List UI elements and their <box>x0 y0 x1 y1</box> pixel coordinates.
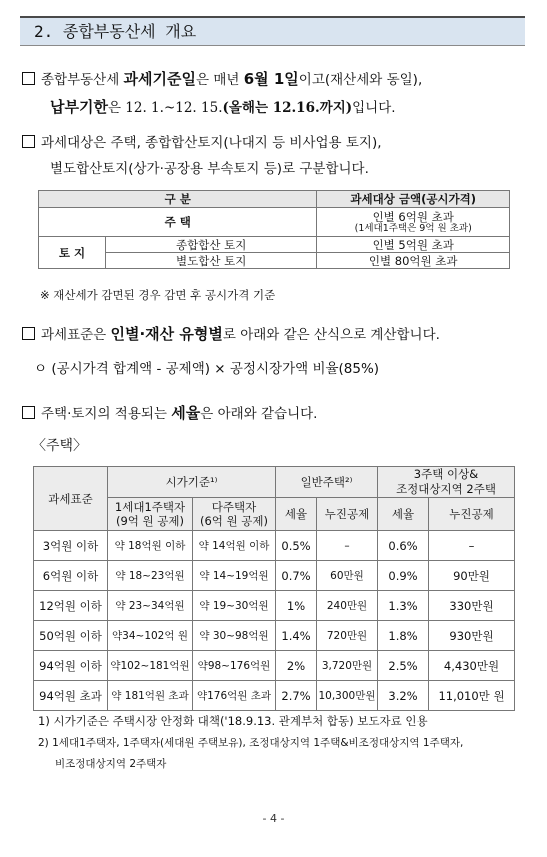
table-header: 세율 <box>378 498 429 531</box>
table-cell-r2: 1.8% <box>378 621 429 651</box>
table-cell-r1: 0.7% <box>276 561 317 591</box>
paragraph-due-date: 납부기한은 12. 1.~12. 15.(올해는 12.16.까지)입니다. <box>50 98 396 116</box>
square-bullet-icon <box>22 327 35 340</box>
table-header: 과세표준 <box>34 467 108 531</box>
paragraph-tax-targets: 과세대상은 주택, 종합합산토지(나대지 등 비사업용 토지), <box>22 131 532 151</box>
subheading-house: 〈주택〉 <box>32 438 88 454</box>
formula: ㅇ (공시가격 합계액 - 공제액) × 공정시장가액 비율(85%) <box>34 361 380 377</box>
table-cell-r2: 0.9% <box>378 561 429 591</box>
table-cell-p1: 720만원 <box>317 621 378 651</box>
row-label-house: 주 택 <box>39 208 317 237</box>
table-cell-single: 약 181억원 초과 <box>108 681 193 711</box>
table-cell-p2: 930만원 <box>429 621 515 651</box>
footnote-1: 1) 시가기준은 주택시장 안정화 대책('18.9.13. 관계부처 합동) 보도자료 인용 <box>38 714 428 728</box>
table-header: 3주택 이상& 조정대상지역 2주택 <box>378 467 515 498</box>
house-tax-rate-table <box>33 466 515 711</box>
table-header: 구 분 <box>39 191 317 208</box>
land-type: 별도합산 토지 <box>106 253 317 269</box>
land-threshold: 인별 80억원 초과 <box>317 253 510 269</box>
table-cell-r1: 1.4% <box>276 621 317 651</box>
table-cell-p1: 240만원 <box>317 591 378 621</box>
table-cell-p2: 90만원 <box>429 561 515 591</box>
table-header: 다주택자 (6억 원 공제) <box>193 498 276 531</box>
table-cell-r1: 2% <box>276 651 317 681</box>
table-cell-multi: 약 19~30억원 <box>193 591 276 621</box>
table-cell-p2: 11,010만 원 <box>429 681 515 711</box>
paragraph-tax-base: 과세표준은 인별·재산 유형별로 아래와 같은 산식으로 계산합니다. <box>22 323 532 344</box>
tax-target-table <box>38 190 510 269</box>
table-row <box>34 561 515 591</box>
table-row <box>34 621 515 651</box>
footnote-2: 2) 1세대1주택자, 1주택자(세대원 주택보유), 조정대상지역 1주택&비조정대상지역 1주택자, <box>38 737 464 749</box>
table-cell-multi: 약98~176억원 <box>193 651 276 681</box>
table-cell-single: 약102~181억원 <box>108 651 193 681</box>
table-cell-single: 약 18~23억원 <box>108 561 193 591</box>
table-header: 세율 <box>276 498 317 531</box>
paragraph-tax-targets-2: 별도합산토지(상가·공장용 부속토지 등)로 구분합니다. <box>50 161 369 177</box>
table-cell-single: 약 23~34억원 <box>108 591 193 621</box>
paragraph-tax-date: 종합부동산세 과세기준일은 매년 6월 1일이고(재산세와 동일), <box>22 68 532 89</box>
table-row <box>34 591 515 621</box>
table-cell-base: 6억원 이하 <box>34 561 108 591</box>
table-cell-base: 94억원 초과 <box>34 681 108 711</box>
table-header: 일반주택²⁾ <box>276 467 378 498</box>
land-threshold: 인별 5억원 초과 <box>317 237 510 253</box>
table-cell-base: 12억원 이하 <box>34 591 108 621</box>
table-cell-base: 94억원 이하 <box>34 651 108 681</box>
table-cell-p1: – <box>317 531 378 561</box>
table-cell-r1: 0.5% <box>276 531 317 561</box>
section-title: 2. 종합부동산세 개요 <box>20 16 525 46</box>
square-bullet-icon <box>22 135 35 148</box>
row-label-land: 토 지 <box>39 237 106 269</box>
table-cell-p1: 3,720만원 <box>317 651 378 681</box>
table-cell-r1: 1% <box>276 591 317 621</box>
square-bullet-icon <box>22 72 35 85</box>
table-cell-r2: 2.5% <box>378 651 429 681</box>
table-cell-multi: 약 14~19억원 <box>193 561 276 591</box>
table-cell-r2: 1.3% <box>378 591 429 621</box>
page-number: - 4 - <box>262 812 285 825</box>
table-cell-base: 3억원 이하 <box>34 531 108 561</box>
table-cell-p2: 330만원 <box>429 591 515 621</box>
table-cell-multi: 약176억원 초과 <box>193 681 276 711</box>
table-cell-p2: 4,430만원 <box>429 651 515 681</box>
table-cell-r1: 2.7% <box>276 681 317 711</box>
table-row <box>34 681 515 711</box>
table-cell-single: 약34~102억 원 <box>108 621 193 651</box>
paragraph-tax-rate: 주택·토지의 적용되는 세율은 아래와 같습니다. <box>22 402 532 423</box>
table-row <box>34 651 515 681</box>
table-cell-multi: 약 14억원 이하 <box>193 531 276 561</box>
table-cell-r2: 3.2% <box>378 681 429 711</box>
footnote-2-cont: 비조정대상지역 2주택자 <box>55 758 167 770</box>
table-header: 과세대상 금액(공시가격) <box>317 191 510 208</box>
house-threshold: 인별 6억원 초과 (1세대1주택은 9억 원 초과) <box>317 208 510 237</box>
table-cell-p2: – <box>429 531 515 561</box>
table-cell-single: 약 18억원 이하 <box>108 531 193 561</box>
table-header: 시가기준¹⁾ <box>108 467 276 498</box>
square-bullet-icon <box>22 406 35 419</box>
table-row <box>34 531 515 561</box>
table-cell-p1: 60만원 <box>317 561 378 591</box>
table-header: 누진공제 <box>429 498 515 531</box>
note: ※ 재산세가 감면된 경우 감면 후 공시가격 기준 <box>40 288 276 302</box>
table-cell-multi: 약 30~98억원 <box>193 621 276 651</box>
table-header: 누진공제 <box>317 498 378 531</box>
table-cell-base: 50억원 이하 <box>34 621 108 651</box>
table-cell-p1: 10,300만원 <box>317 681 378 711</box>
land-type: 종합합산 토지 <box>106 237 317 253</box>
table-header: 1세대1주택자 (9억 원 공제) <box>108 498 193 531</box>
table-cell-r2: 0.6% <box>378 531 429 561</box>
